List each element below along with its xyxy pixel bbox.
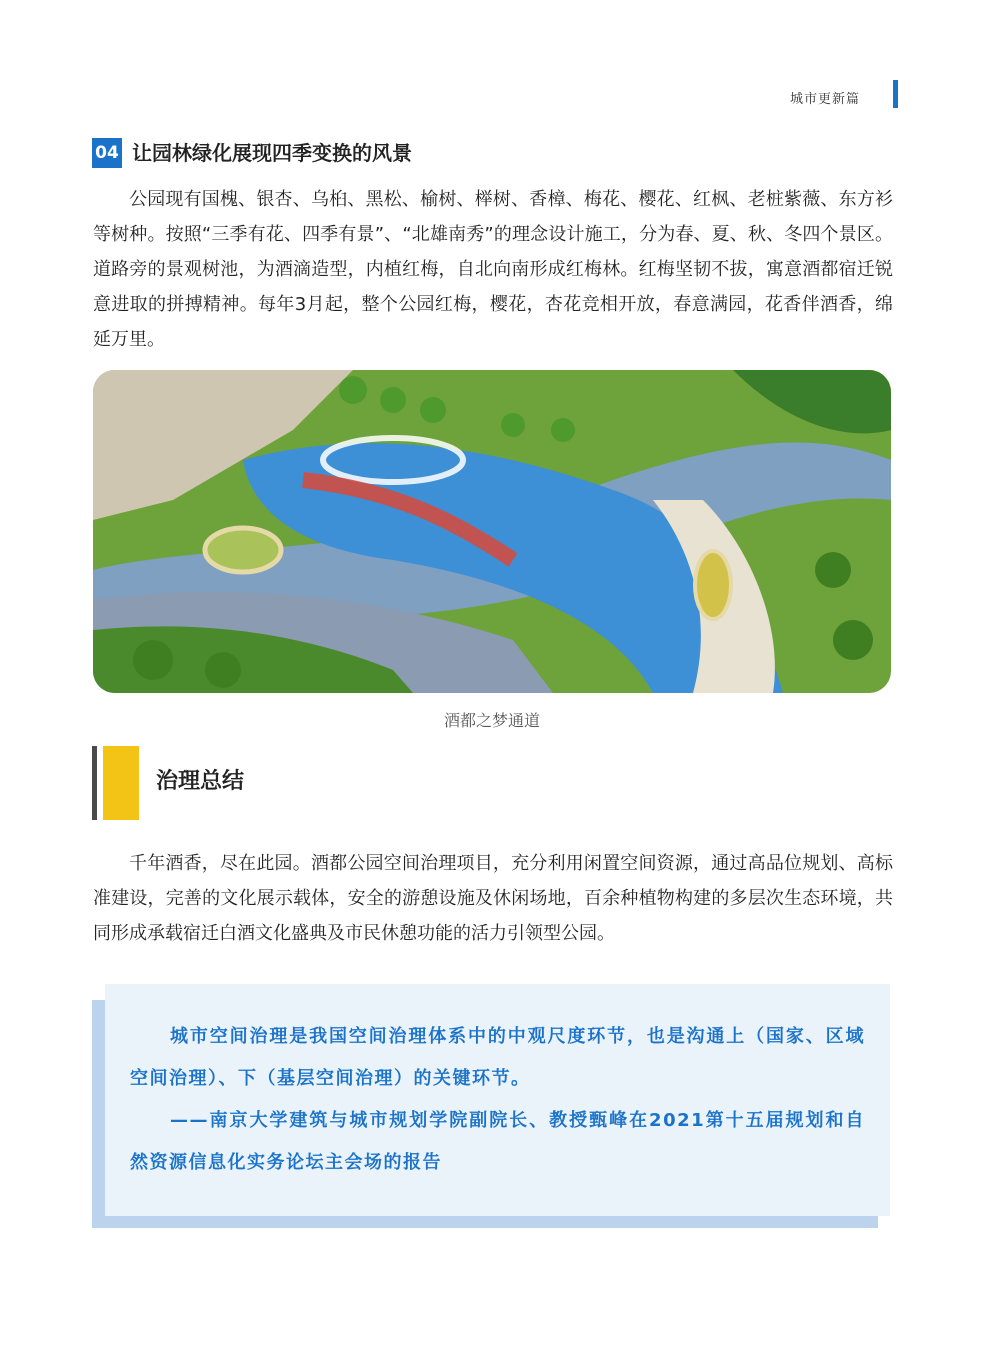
quote-text: 城市空间治理是我国空间治理体系中的中观尺度环节，也是沟通上（国家、区域空间治理）、下（基层空间治理）的关键环节。: [130, 1026, 865, 1089]
photo-caption: 酒都之梦通道: [443, 711, 540, 730]
section-number-badge: 04: [92, 138, 122, 168]
section-paragraph: 公园现有国槐、银杏、乌桕、黑松、榆树、榉树、香樟、梅花、樱花、红枫、老桩紫薇、东方衫等树种。按照“三季有花、四季有景”、“北雄南秀”的理念设计施工，分为春、夏、秋、冬四个景区。道路旁的景观树池，为酒滴造型，内植红梅，自北向南形成红梅林。红梅坚韧不拔，寓意酒都宿迁锐意进取的拼搏精神。每年3月起，整个公园红梅，樱花，杏花竞相开放，春意满园，花香伴酒香，绵延万里。: [93, 189, 893, 350]
summary-deco-dark-bar: [92, 746, 97, 820]
section-title: 让园林绿化展现四季变换的风景: [132, 141, 412, 165]
summary-title: 治理总结: [156, 769, 245, 794]
section-label: 城市更新篇: [789, 92, 860, 107]
header-accent-bar: [893, 80, 898, 108]
summary-deco-yellow-block: [103, 746, 139, 820]
summary-paragraph: 千年酒香，尽在此园。酒都公园空间治理项目，充分利用闲置空间资源，通过高品位规划、高标准建设，完善的文化展示载体，安全的游憩设施及休闲场地，百余种植物构建的多层次生态环境，共同形成承载宿迁白酒文化盛典及市民休憩功能的活力引领型公园。: [93, 853, 893, 944]
quote-attribution: ——南京大学建筑与城市规划学院副院长、教授甄峰在2021第十五届规划和自然资源信息化实务论坛主会场的报告: [130, 1110, 865, 1173]
park-aerial-photo: [93, 370, 891, 693]
